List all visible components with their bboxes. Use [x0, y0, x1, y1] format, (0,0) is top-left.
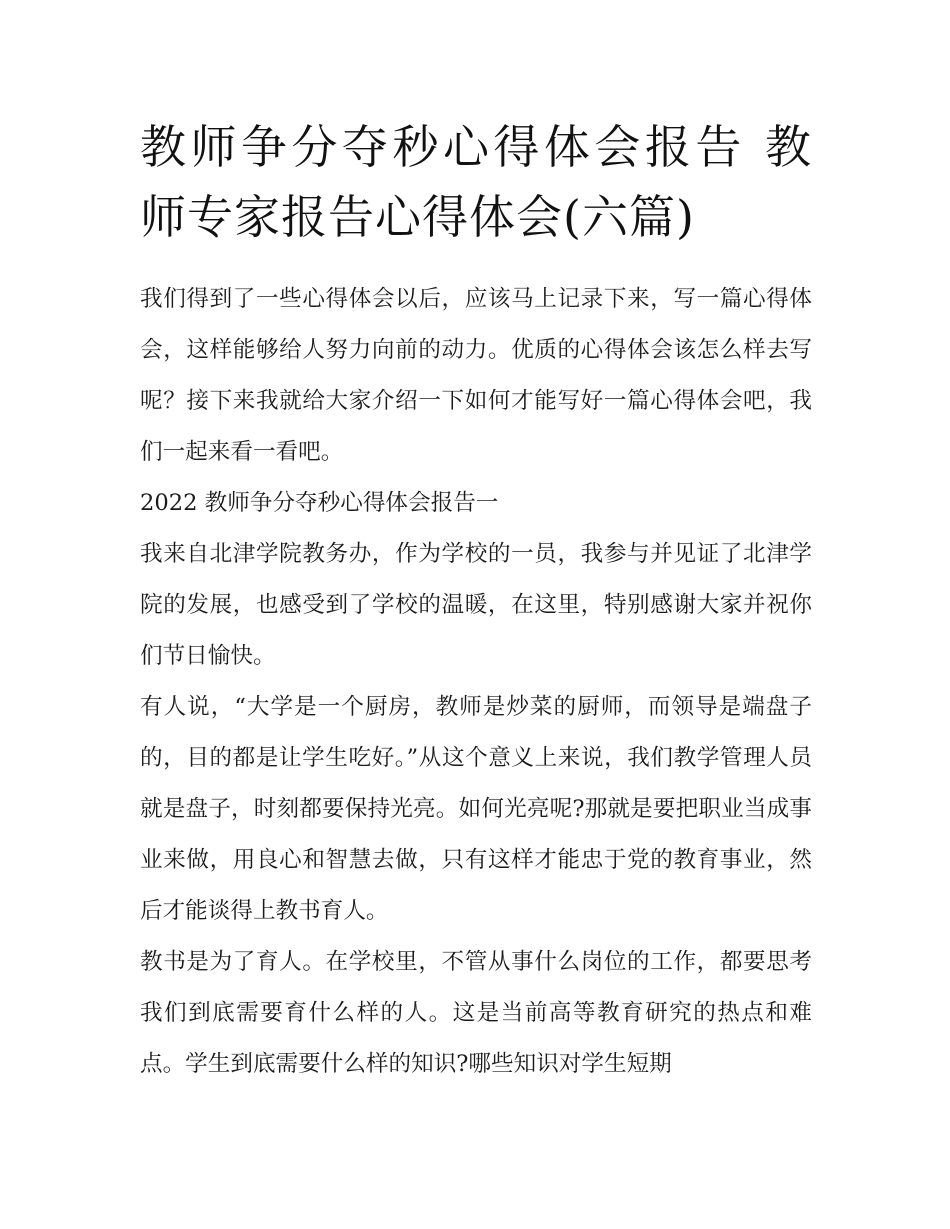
intro-paragraph: 我们得到了一些心得体会以后，应该马上记录下来，写一篇心得体会，这样能够给人努力向前的动力。优质的心得体会该怎么样去写呢？接下来我就给大家介绍一下如何才能写好一篇心得体会吧，我们一起来看一看吧。	[140, 286, 812, 465]
document-title: 教师争分夺秒心得体会报告 教师专家报告心得体会(六篇)	[140, 120, 812, 244]
body-paragraph: 教书是为了育人。在学校里，不管从事什么岗位的工作，都要思考我们到底需要育什么样的人。这是当前高等教育研究的热点和难点。学生到底需要什么样的知识?哪些知识对学生短期	[140, 949, 812, 1077]
body-paragraph: 我来自北津学院教务办，作为学校的一员，我参与并见证了北津学院的发展，也感受到了学校的温暖，在这里，特别感谢大家并祝你们节日愉快。	[140, 541, 812, 669]
body-paragraph: 有人说，“大学是一个厨房，教师是炒菜的厨师，而领导是端盘子的，目的都是让学生吃好。”从这个意义上来说，我们教学管理人员就是盘子，时刻都要保持光亮。如何光亮呢?那就是要把职业当成事业来做，用良心和智慧去做，只有这样才能忠于党的教育事业，然后才能谈得上教书育人。	[140, 694, 812, 924]
section-heading: 2022 教师争分夺秒心得体会报告一	[140, 490, 499, 516]
document-content	[140, 112, 812, 1090]
document-body	[140, 274, 812, 1090]
